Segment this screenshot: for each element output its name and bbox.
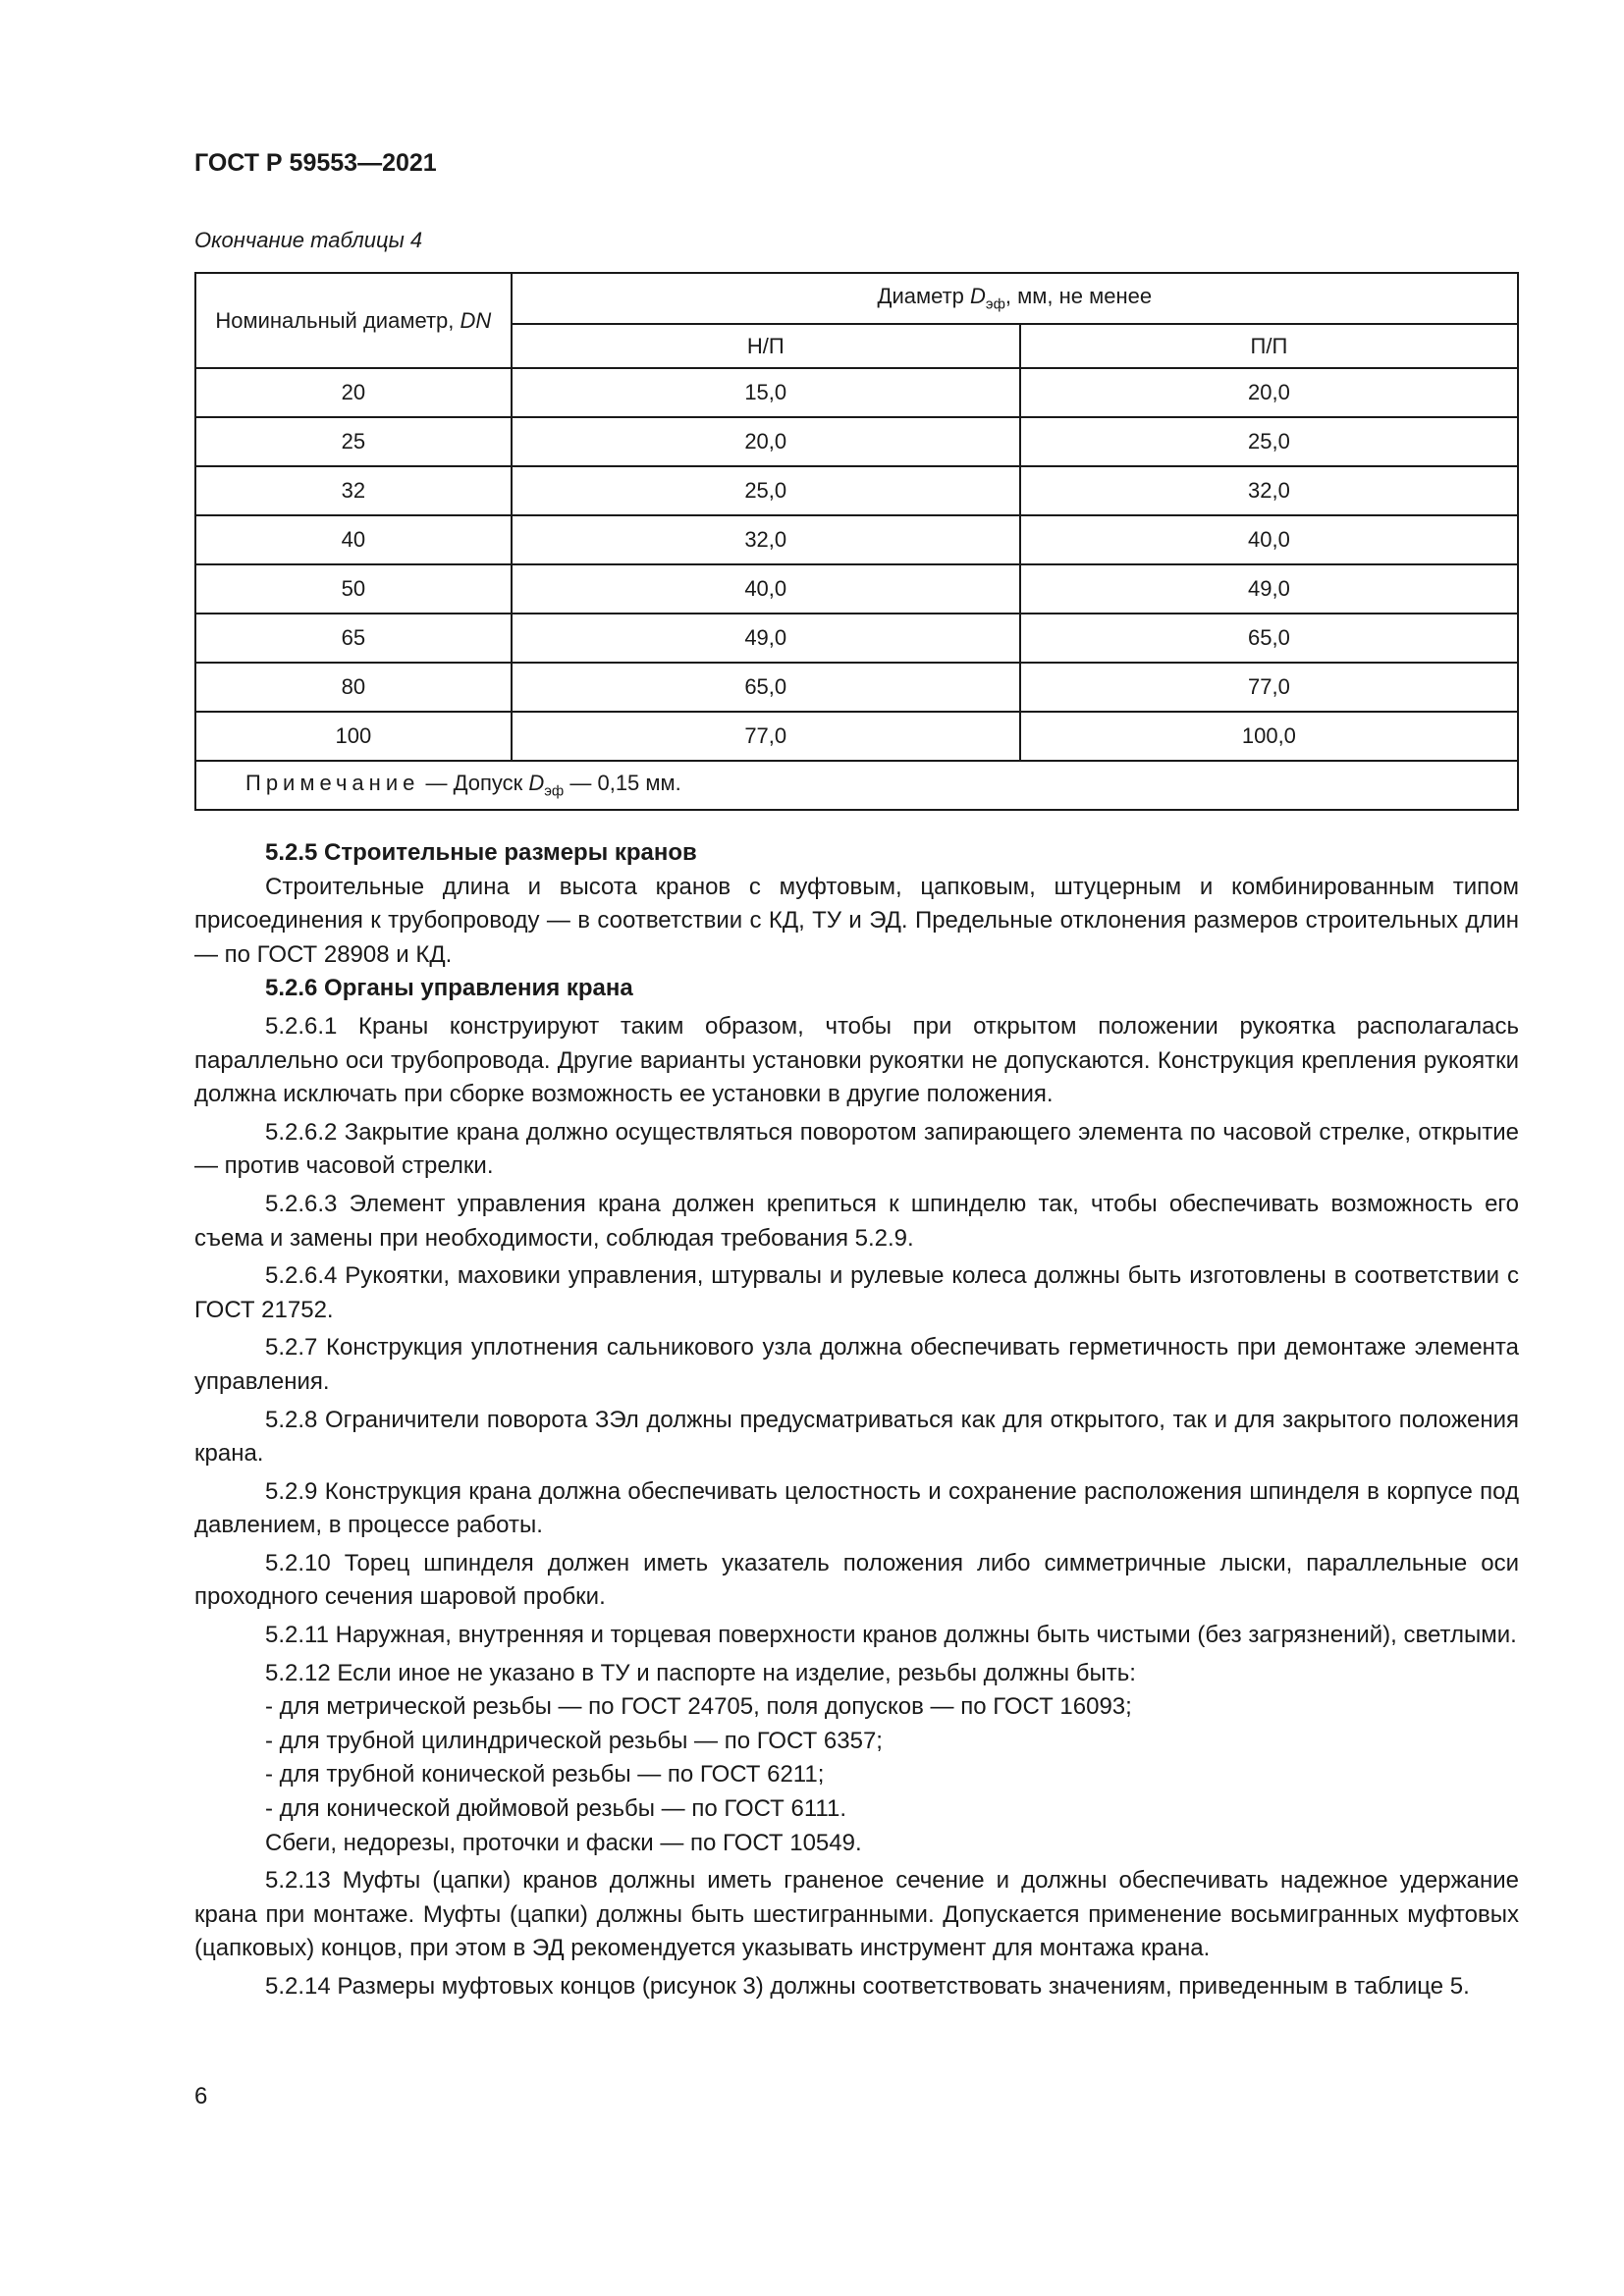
col-header-nominal-diameter: [195, 273, 512, 368]
document-code: ГОСТ Р 59553—2021: [194, 149, 437, 177]
table-cell: 25: [195, 417, 512, 466]
paragraph: 5.2.6.1 Краны конструируют таким образом, чтобы при открытом положении рукоятка располагалась параллельно оси трубопровода. Другие варианты установки рукоятки не допускаются. Конструкция крепления рукоятки должна исключать при сборке возможность ее установки в другие положения.: [194, 1012, 1519, 1108]
table-cell: 25,0: [1020, 417, 1518, 466]
header-text: , мм, не менее: [1004, 284, 1153, 309]
list-item: - для метрической резьбы — по ГОСТ 24705, поля допусков — по ГОСТ 16093;: [265, 1693, 1132, 1721]
paragraph: 5.2.8 Ограничители поворота ЗЭл должны предусматриваться как для открытого, так и для закрытого положения крана.: [194, 1406, 1519, 1468]
table-cell: 77,0: [512, 712, 1020, 761]
table-cell: 50: [195, 564, 512, 614]
list-item: - для конической дюймовой резьбы — по ГОСТ 6111.: [265, 1795, 847, 1823]
table-caption: Окончание таблицы 4: [194, 228, 423, 252]
table-cell: 15,0: [512, 368, 1020, 417]
table-cell: 40,0: [512, 564, 1020, 614]
table-cell: 40,0: [1020, 515, 1518, 564]
table-cell: 25,0: [512, 466, 1020, 515]
section-heading: 5.2.6 Органы управления крана: [265, 975, 633, 1002]
table-cell: 32,0: [512, 515, 1020, 564]
header-text: Диаметр: [877, 284, 971, 309]
col-header-diameter-group: [512, 273, 1518, 324]
table-cell: 65: [195, 614, 512, 663]
table-cell: 49,0: [512, 614, 1020, 663]
subheader-pp: П/П: [1020, 324, 1518, 368]
table-row: [195, 614, 1518, 663]
table-cell: 100: [195, 712, 512, 761]
table-row: [195, 368, 1518, 417]
paragraph: 5.2.6.3 Элемент управления крана должен крепиться к шпинделю так, чтобы обеспечивать возможность его съема и замены при необходимости, соблюдая требования 5.2.9.: [194, 1190, 1519, 1252]
table-cell: 77,0: [1020, 663, 1518, 712]
table-row: [195, 663, 1518, 712]
body-text: [194, 836, 1519, 2004]
subheader-np: Н/П: [512, 324, 1020, 368]
table-cell: 100,0: [1020, 712, 1518, 761]
paragraph: 5.2.12 Если иное не указано в ТУ и паспорте на изделие, резьбы должны быть:: [265, 1659, 1136, 1686]
table-row: [195, 564, 1518, 614]
table-cell: 49,0: [1020, 564, 1518, 614]
paragraph: 5.2.7 Конструкция уплотнения сальникового узла должна обеспечивать герметичность при демонтаже элемента управления.: [194, 1334, 1519, 1395]
header-text: Номинальный диаметр,: [215, 307, 460, 333]
paragraph: 5.2.6.2 Закрытие крана должно осуществляться поворотом запирающего элемента по часовой стрелке, открытие — против часовой стрелки.: [194, 1118, 1519, 1180]
note-var: D: [528, 771, 545, 796]
table-row: [195, 466, 1518, 515]
list-item: Сбеги, недорезы, проточки и фаски — по ГОСТ 10549.: [265, 1829, 862, 1856]
header-var: D: [970, 284, 986, 309]
paragraph: Строительные длина и высота кранов с муфтовым, цапковым, штуцерным и комбинированным типом присоединения к трубопроводу — в соответствии с КД, ТУ и ЭД. Предельные отклонения размеров строительных длин — по ГОСТ 28908 и КД.: [194, 873, 1519, 968]
table-cell: 40: [195, 515, 512, 564]
header-var: DN: [460, 307, 492, 333]
header-sub: эф: [985, 295, 1005, 313]
table-row: [195, 712, 1518, 761]
paragraph: 5.2.6.4 Рукоятки, маховики управления, штурвалы и рулевые колеса должны быть изготовлены в соответствии с ГОСТ 21752.: [194, 1262, 1519, 1323]
table-cell: 32,0: [1020, 466, 1518, 515]
paragraph: 5.2.9 Конструкция крана должна обеспечивать целостность и сохранение расположения шпинделя в корпусе под давлением, в процессе работы.: [194, 1477, 1519, 1539]
list-item: - для трубной конической резьбы — по ГОСТ 6211;: [265, 1761, 825, 1789]
paragraph: 5.2.11 Наружная, внутренняя и торцевая поверхности кранов должны быть чистыми (без загрязнений), светлыми.: [265, 1622, 1517, 1649]
note-text: — Допуск: [419, 771, 529, 796]
paragraph: 5.2.13 Муфты (цапки) кранов должны иметь граненое сечение и должны обеспечивать надежное удержание крана при монтаже. Муфты (цапки) должны быть шестигранными. Допускается применение восьмигранных муфтовых (цапковых) концов, при этом в ЭД рекомендуется указывать инструмент для монтажа крана.: [194, 1867, 1519, 1962]
section-heading: 5.2.5 Строительные размеры кранов: [265, 839, 697, 866]
paragraph: 5.2.10 Торец шпинделя должен иметь указатель положения либо симметричные лыски, параллельные оси проходного сечения шаровой пробки.: [194, 1549, 1519, 1611]
list-item: - для трубной цилиндрической резьбы — по ГОСТ 6357;: [265, 1727, 883, 1754]
table-cell: 32: [195, 466, 512, 515]
note-label: Примечание: [245, 771, 420, 796]
table-row: [195, 515, 1518, 564]
table-cell: 20,0: [1020, 368, 1518, 417]
table-cell: 65,0: [1020, 614, 1518, 663]
table-cell: 80: [195, 663, 512, 712]
table-row: [195, 417, 1518, 466]
table-note: [195, 761, 1518, 810]
table-cell: 65,0: [512, 663, 1020, 712]
page-number: 6: [194, 2083, 208, 2109]
note-text: — 0,15 мм.: [564, 771, 681, 796]
table-cell: 20,0: [512, 417, 1020, 466]
diameter-table: [194, 272, 1519, 811]
note-sub: эф: [544, 782, 565, 800]
table-cell: 20: [195, 368, 512, 417]
paragraph: 5.2.14 Размеры муфтовых концов (рисунок 3) должны соответствовать значениям, приведенным в таблице 5.: [265, 1973, 1470, 2000]
